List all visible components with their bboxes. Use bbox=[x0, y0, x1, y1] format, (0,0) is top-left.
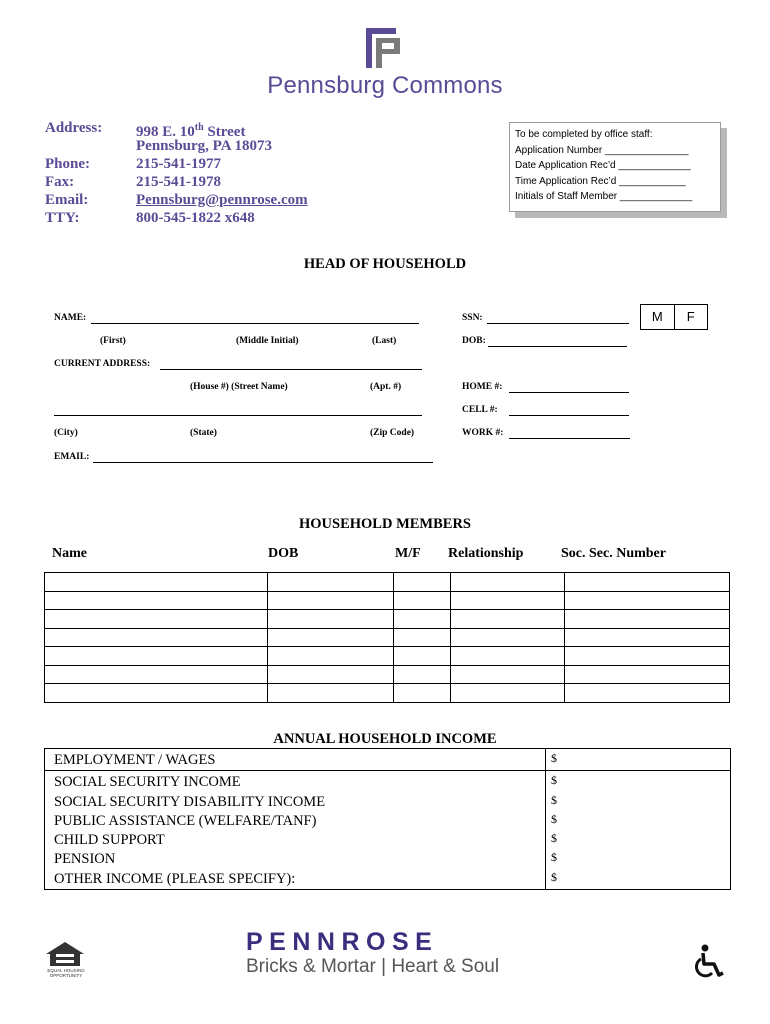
staff-initials-field[interactable]: Initials of Staff Member _____________ bbox=[515, 191, 693, 202]
member-cell[interactable] bbox=[565, 684, 730, 703]
member-cell[interactable] bbox=[565, 591, 730, 610]
phone-label: Phone: bbox=[45, 156, 90, 172]
member-cell[interactable] bbox=[394, 591, 451, 610]
head-of-household-heading: HEAD OF HOUSEHOLD bbox=[303, 256, 467, 272]
ssn-input-line[interactable] bbox=[487, 310, 629, 324]
income-amount-public-assistance[interactable]: $ bbox=[551, 811, 557, 826]
income-amount-ssdi[interactable]: $ bbox=[551, 792, 557, 807]
state-caption: (State) bbox=[190, 428, 217, 438]
col-mf-header: M/F bbox=[395, 546, 421, 561]
member-cell[interactable] bbox=[451, 647, 565, 666]
wheelchair-accessible-icon bbox=[692, 944, 726, 980]
member-row bbox=[45, 665, 730, 684]
household-members-heading: HOUSEHOLD MEMBERS bbox=[298, 516, 471, 532]
member-cell[interactable] bbox=[394, 684, 451, 703]
address-input-line[interactable] bbox=[160, 356, 422, 370]
house-street-caption: (House #) (Street Name) bbox=[190, 382, 288, 392]
member-cell[interactable] bbox=[451, 665, 565, 684]
email-label: Email: bbox=[45, 192, 89, 208]
pennsburg-logo-icon bbox=[366, 28, 402, 68]
cell-phone-label: CELL #: bbox=[462, 405, 498, 415]
income-label-public-assistance: PUBLIC ASSISTANCE (WELFARE/TANF) bbox=[54, 812, 317, 829]
member-cell[interactable] bbox=[565, 665, 730, 684]
member-row bbox=[45, 610, 730, 629]
income-row bbox=[45, 749, 731, 771]
member-cell[interactable] bbox=[268, 647, 394, 666]
income-amount-employment[interactable]: $ bbox=[546, 749, 731, 771]
home-phone-input-line[interactable] bbox=[509, 379, 629, 393]
member-cell[interactable] bbox=[451, 591, 565, 610]
income-amount-pension[interactable]: $ bbox=[551, 850, 557, 865]
member-row bbox=[45, 573, 730, 592]
household-members-table bbox=[44, 572, 730, 703]
income-type-list bbox=[45, 749, 546, 771]
application-number-field[interactable]: Application Number _______________ bbox=[515, 144, 689, 156]
date-received-field[interactable]: Date Application Rec’d _____________ bbox=[515, 160, 691, 171]
member-cell[interactable] bbox=[565, 573, 730, 592]
email-link[interactable]: Pennsburg@pennrose.com bbox=[136, 192, 308, 208]
member-cell[interactable] bbox=[268, 665, 394, 684]
city-caption: (City) bbox=[54, 428, 78, 438]
member-cell[interactable] bbox=[451, 684, 565, 703]
work-phone-input-line[interactable] bbox=[509, 425, 630, 439]
time-received-field[interactable]: Time Application Rec’d ____________ bbox=[515, 175, 686, 187]
income-label-pension: PENSION bbox=[54, 851, 116, 868]
member-cell[interactable] bbox=[451, 573, 565, 592]
member-cell[interactable] bbox=[565, 647, 730, 666]
income-amount-child-support[interactable]: $ bbox=[551, 831, 557, 846]
address-line2: Pennsburg, PA 18073 bbox=[136, 138, 272, 154]
member-cell[interactable] bbox=[565, 610, 730, 629]
current-address-label: CURRENT ADDRESS: bbox=[54, 359, 151, 369]
first-caption: (First) bbox=[100, 336, 126, 346]
member-cell[interactable] bbox=[268, 573, 394, 592]
member-cell[interactable] bbox=[268, 684, 394, 703]
member-row bbox=[45, 684, 730, 703]
member-cell[interactable] bbox=[45, 628, 268, 647]
pennrose-tagline: Bricks & Mortar | Heart & Soul bbox=[246, 956, 500, 977]
member-row bbox=[45, 591, 730, 610]
member-cell[interactable] bbox=[394, 647, 451, 666]
member-cell[interactable] bbox=[394, 573, 451, 592]
dob-label: DOB: bbox=[462, 336, 486, 346]
dob-input-line[interactable] bbox=[488, 333, 627, 347]
phone-value: 215-541-1977 bbox=[136, 156, 221, 172]
equal-housing-text: EQUAL HOUSING OPPORTUNITY bbox=[47, 968, 85, 978]
income-amount-social-security[interactable]: $ bbox=[551, 773, 557, 788]
name-input-line[interactable] bbox=[91, 310, 419, 324]
apt-caption: (Apt. #) bbox=[370, 382, 402, 392]
cell-phone-input-line[interactable] bbox=[509, 402, 629, 416]
address-line1: 998 E. 10th Street bbox=[136, 122, 246, 140]
office-box-title: To be completed by office staff: bbox=[515, 129, 653, 140]
hoh-email-input-line[interactable] bbox=[93, 449, 433, 463]
pennrose-logo: PENNROSE bbox=[246, 928, 439, 956]
col-relationship-header: Relationship bbox=[448, 546, 524, 561]
member-cell[interactable] bbox=[394, 610, 451, 629]
member-cell[interactable] bbox=[268, 610, 394, 629]
member-cell[interactable] bbox=[45, 610, 268, 629]
member-cell[interactable] bbox=[451, 610, 565, 629]
address-label: Address: bbox=[45, 120, 103, 136]
tty-value: 800-545-1822 x648 bbox=[136, 210, 255, 226]
member-cell[interactable] bbox=[268, 628, 394, 647]
col-ssn-header: Soc. Sec. Number bbox=[561, 546, 666, 561]
member-cell[interactable] bbox=[394, 665, 451, 684]
member-cell[interactable] bbox=[45, 647, 268, 666]
last-caption: (Last) bbox=[372, 336, 397, 346]
tty-label: TTY: bbox=[45, 210, 80, 226]
col-name-header: Name bbox=[52, 546, 87, 561]
fax-value: 215-541-1978 bbox=[136, 174, 221, 190]
member-cell[interactable] bbox=[394, 628, 451, 647]
gender-m-option[interactable]: M bbox=[651, 309, 663, 324]
name-label: NAME: bbox=[54, 313, 87, 323]
fax-label: Fax: bbox=[45, 174, 75, 190]
zip-caption: (Zip Code) bbox=[370, 428, 415, 438]
hoh-email-label: EMAIL: bbox=[54, 452, 90, 462]
member-cell[interactable] bbox=[45, 665, 268, 684]
member-row bbox=[45, 628, 730, 647]
work-phone-label: WORK #: bbox=[462, 428, 504, 438]
home-phone-label: HOME #: bbox=[462, 382, 503, 392]
member-cell[interactable] bbox=[565, 628, 730, 647]
income-label-ssdi: SOCIAL SECURITY DISABILITY INCOME bbox=[54, 793, 326, 810]
col-dob-header: DOB bbox=[268, 546, 299, 561]
income-label-child-support: CHILD SUPPORT bbox=[54, 832, 165, 849]
member-cell[interactable] bbox=[268, 591, 394, 610]
income-label-social-security: SOCIAL SECURITY INCOME bbox=[54, 774, 241, 791]
annual-income-heading: ANNUAL HOUSEHOLD INCOME bbox=[273, 731, 497, 747]
income-label-employment: EMPLOYMENT / WAGES bbox=[54, 752, 216, 768]
member-cell[interactable] bbox=[45, 591, 268, 610]
middle-initial-caption: (Middle Initial) bbox=[236, 336, 299, 346]
ssn-label: SSN: bbox=[462, 313, 483, 323]
member-cell[interactable] bbox=[45, 684, 268, 703]
member-cell[interactable] bbox=[451, 628, 565, 647]
brand-name: Pennsburg Commons bbox=[267, 72, 503, 99]
gender-f-option[interactable]: F bbox=[674, 305, 708, 329]
income-label-other: OTHER INCOME (PLEASE SPECIFY): bbox=[54, 870, 296, 887]
gender-selector[interactable] bbox=[640, 304, 708, 330]
income-table bbox=[44, 748, 731, 890]
income-amount-other[interactable]: $ bbox=[551, 869, 557, 884]
income-row bbox=[45, 771, 731, 890]
office-use-box bbox=[509, 122, 721, 212]
member-row bbox=[45, 647, 730, 666]
city-state-zip-input-line[interactable] bbox=[54, 402, 422, 416]
member-cell[interactable] bbox=[45, 573, 268, 592]
